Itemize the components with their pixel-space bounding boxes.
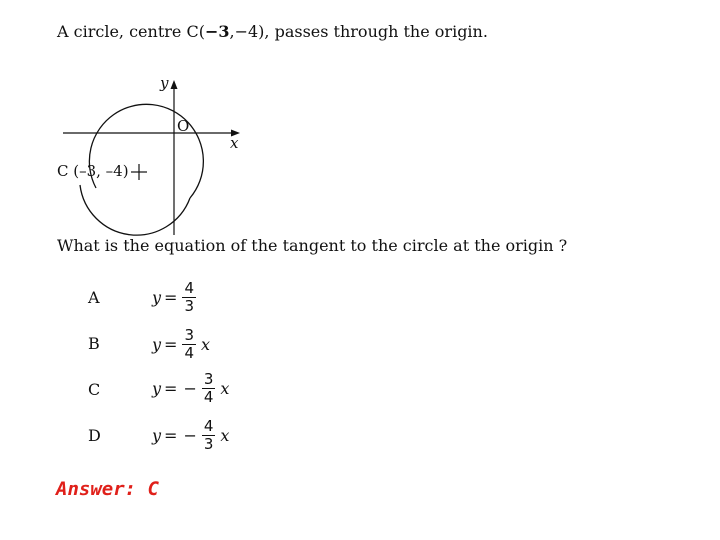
option-a-lhs: y (152, 288, 162, 307)
option-d-denominator: 3 (203, 435, 214, 453)
option-b-variable: x (201, 335, 211, 354)
option-d-equals: = (164, 426, 178, 445)
option-c-sign: − (183, 379, 197, 398)
option-b-letter: B (88, 334, 100, 353)
option-b-equation (152, 327, 210, 362)
option-b-equals: = (164, 335, 178, 354)
option-d-lhs: y (152, 426, 162, 445)
option-b-numerator: 3 (184, 326, 194, 344)
option-c-equals: = (164, 379, 178, 398)
y-axis-arrow (171, 80, 178, 89)
option-a-fraction (182, 280, 196, 315)
answer-text: Answer: C (56, 478, 159, 500)
option-b-lhs: y (152, 335, 162, 354)
question-text: What is the equation of the tangent to the circle at the origin ? (57, 236, 568, 255)
intro-prefix: A circle, centre C( (57, 22, 205, 41)
option-d-variable: x (220, 426, 230, 445)
option-c-fraction (202, 371, 216, 406)
x-axis-label: x (230, 134, 239, 152)
centre-label: C (–3, –4) (57, 162, 129, 180)
origin-label: O (177, 117, 190, 135)
intro-suffix: , passes through the origin. (264, 22, 488, 41)
option-d-sign: − (183, 426, 197, 445)
intro-cy: −4) (234, 22, 265, 41)
option-d-equation (152, 418, 229, 453)
option-c-denominator: 4 (203, 388, 214, 406)
option-d-letter: D (88, 426, 101, 445)
option-b-fraction (182, 327, 196, 362)
option-d-fraction (202, 418, 216, 453)
option-c-letter: C (88, 380, 101, 399)
option-c-lhs: y (152, 379, 162, 398)
option-c-variable: x (220, 379, 230, 398)
option-c-numerator: 3 (203, 370, 214, 388)
option-a-letter: A (88, 288, 100, 307)
option-b-denominator: 4 (184, 344, 194, 362)
option-c-equation (152, 371, 229, 406)
option-d-numerator: 4 (203, 417, 214, 435)
option-a-equals: = (164, 288, 178, 307)
intro-cx: −3 (204, 22, 230, 41)
intro-comma: , (229, 22, 235, 41)
option-a-equation (152, 280, 198, 315)
y-axis-label: y (160, 74, 169, 92)
option-a-numerator: 4 (184, 279, 194, 297)
option-a-denominator: 3 (184, 297, 194, 315)
